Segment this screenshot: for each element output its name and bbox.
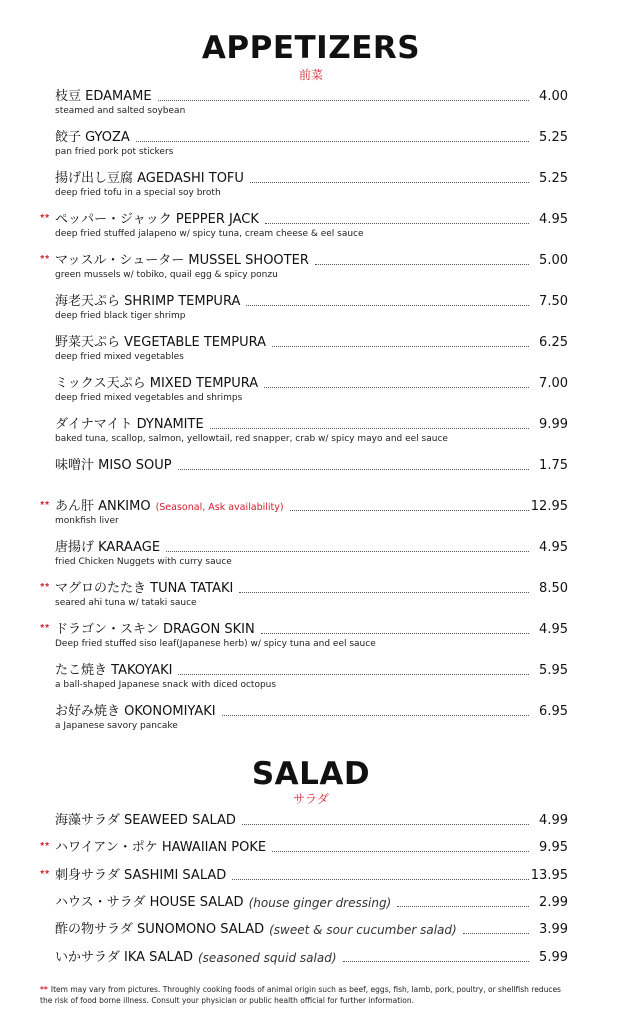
item-name: 唐揚げ KARAAGE [55,540,161,555]
dot-leader [272,346,529,347]
dot-leader [222,715,529,716]
item-price: 4.95 [539,212,568,227]
item-name: 海老天ぷら SHRIMP TEMPURA [55,294,241,309]
salad-title: SALAD [251,756,371,792]
dot-leader [158,100,529,101]
item-name-line [55,950,532,966]
item-name: ダイナマイト DYNAMITE [55,417,204,432]
dot-leader [232,879,529,880]
item-description: steamed and salted soybean [55,106,186,116]
dot-leader [397,906,529,907]
menu-item [0,335,622,362]
dot-leader [210,428,529,429]
item-price: 4.99 [539,813,568,828]
menu-item-row [0,335,622,351]
item-stars: ** [40,868,50,880]
item-note: (Seasonal, Ask availability) [155,502,284,513]
item-price: 4.95 [539,540,568,555]
menu-item [0,895,622,911]
item-name-line [55,89,532,105]
item-name-line [55,813,532,829]
menu-item-row [0,581,622,597]
item-price: 6.25 [539,335,568,350]
item-name-line [55,622,532,638]
menu-item [0,704,622,731]
menu-item-row [0,868,622,884]
menu-item [0,540,622,567]
item-name: 味噌汁 MISO SOUP [55,458,172,473]
disclaimer [40,984,570,1006]
menu-item-row [0,212,622,228]
item-description: deep fried mixed vegetables and shrimps [55,393,243,403]
item-stars: ** [40,254,50,265]
item-description: deep fried black tiger shrimp [55,311,186,321]
item-name: たこ焼き TAKOYAKI [55,663,173,678]
item-price: 2.99 [539,894,568,910]
disclaimer-text: Item may vary from pictures. Throughly cooking foods of animal origin such as beef, eggs, fish, lamb, pork, poultry, or shellfish reduces the risk of food borne illness. Consult your physician or public health official for further information. [40,985,561,1005]
item-name-line [55,663,532,679]
menu-item [0,922,622,938]
item-name-line [55,253,532,269]
item-name: 餃子 GYOZA [55,130,130,145]
menu-item [0,868,622,884]
menu-item [0,813,622,829]
item-stars: ** [40,213,50,224]
menu-item [0,458,622,474]
item-name-line [55,171,532,187]
item-name: 揚げ出し豆腐 AGEDASHI TOFU [55,171,244,186]
menu-item-row [0,130,622,146]
item-price: 8.50 [539,581,568,596]
menu-item-row [0,540,622,556]
dot-leader [463,933,529,934]
item-price: 4.95 [539,622,568,637]
disclaimer-stars: ** [40,985,48,994]
dot-leader [315,264,529,265]
item-description: a Japanese savory pancake [55,721,178,731]
menu-item-row [0,294,622,310]
item-name: お好み焼き OKONOMIYAKI [55,704,216,719]
item-name-line [55,335,532,351]
dot-leader [239,592,529,593]
item-price: 5.95 [539,663,568,678]
item-name-line [55,499,532,515]
item-stars: ** [40,500,50,511]
item-price: 5.99 [539,949,568,965]
menu-item [0,212,622,239]
item-name: ハウス・サラダ HOUSE SALAD [55,894,244,910]
menu-item-row [0,704,622,720]
appetizers-title: APPETIZERS [201,30,421,66]
item-price: 1.75 [539,458,568,473]
item-description: deep fried stuffed jalapeno w/ spicy tuna, cream cheese & eel sauce [55,229,364,239]
menu-item-row [0,499,622,515]
dot-leader [178,469,529,470]
menu-item-row [0,663,622,679]
appetizers-subtitle: 前菜 [298,68,323,82]
menu-item-row [0,171,622,187]
menu-item [0,840,622,856]
item-price: 5.00 [539,253,568,268]
item-name-line [55,922,532,938]
dot-leader [261,633,529,634]
item-name: ミックス天ぷら MIXED TEMPURA [55,376,259,391]
item-italic-note: (sweet & sour cucumber salad) [269,923,457,938]
menu-item [0,294,622,321]
item-description: fried Chicken Nuggets with curry sauce [55,557,232,567]
item-description: a ball-shaped Japanese snack with diced octopus [55,680,277,690]
menu-item-row [0,895,622,911]
item-name-line [55,376,532,392]
item-name-line [55,212,532,228]
item-name-line [55,581,532,597]
menu-item-row [0,376,622,392]
item-name-line [55,540,532,556]
item-name-line [55,417,532,433]
item-name: ドラゴン・スキン DRAGON SKIN [55,622,255,637]
dot-leader [343,961,529,962]
menu-item-row [0,840,622,856]
item-name: 枝豆 EDAMAME [55,89,152,104]
item-name: ハワイアン・ポケ HAWAIIAN POKE [55,840,267,856]
menu-item-row [0,950,622,966]
dot-leader [250,182,529,183]
dot-leader [264,387,529,388]
menu-item [0,581,622,608]
item-italic-note: (house ginger dressing) [248,895,392,910]
item-name: マッスル・シューター MUSSEL SHOOTER [55,253,309,268]
item-name-line [55,895,532,911]
item-price: 5.25 [539,171,568,186]
salad-subtitle: サラダ [293,792,329,806]
item-price: 7.50 [539,294,568,309]
item-description: deep fried tofu in a special soy broth [55,188,221,198]
dot-leader [265,223,529,224]
item-stars: ** [40,623,50,634]
menu-item [0,663,622,690]
item-description: seared ahi tuna w/ tataki sauce [55,598,197,608]
dot-leader [242,824,529,825]
item-name-line [55,130,532,146]
item-description: green mussels w/ tobiko, quail egg & spicy ponzu [55,270,278,280]
menu-item-row [0,253,622,269]
item-name: 野菜天ぷら VEGETABLE TEMPURA [55,335,266,350]
item-name: 酢の物サラダ SUNOMONO SALAD [55,922,265,938]
menu-item-row [0,813,622,829]
menu-item [0,253,622,280]
item-price: 4.00 [539,89,568,104]
item-price: 6.95 [539,704,568,719]
dot-leader [290,510,529,511]
menu-item [0,499,622,526]
item-price: 12.95 [530,499,568,514]
item-name-line [55,840,532,856]
dot-leader [166,551,529,552]
menu-item-row [0,89,622,105]
menu-item [0,171,622,198]
item-name: マグロのたたき TUNA TATAKI [55,581,234,596]
menu-item-row [0,417,622,433]
menu-item [0,417,622,444]
item-italic-note: (seasoned squid salad) [198,950,337,965]
item-price: 7.00 [539,376,568,391]
item-name: 刺身サラダ SASHIMI SALAD [55,867,227,883]
item-name: ペッパー・ジャック PEPPER JACK [55,212,259,227]
menu-item [0,376,622,403]
item-name-line [55,458,532,474]
menu-item-row [0,458,622,474]
menu-item-row [0,622,622,638]
dot-leader [178,674,529,675]
item-name-line [55,868,532,884]
menu-item [0,130,622,157]
item-price: 9.99 [539,417,568,432]
item-description: monkfish liver [55,516,119,526]
item-price: 13.95 [530,867,568,883]
item-name: あん肝 ANKIMO [55,499,151,514]
dot-leader [136,141,529,142]
menu-item [0,622,622,649]
item-stars: ** [40,841,50,853]
dot-leader [246,305,529,306]
item-price: 9.95 [539,840,568,856]
item-price: 3.99 [539,922,568,938]
menu-item [0,950,622,966]
menu-item [0,89,622,116]
item-name-line [55,704,532,720]
dot-leader [272,851,529,852]
item-stars: ** [40,582,50,593]
item-description: Deep fried stuffed siso leaf(Japanese herb) w/ spicy tuna and eel sauce [55,639,376,649]
item-description: baked tuna, scallop, salmon, yellowtail, red snapper, crab w/ spicy mayo and eel sauce [55,434,448,444]
menu-item-row [0,922,622,938]
item-description: pan fried pork pot stickers [55,147,174,157]
item-name: いかサラダ IKA SALAD [55,949,193,965]
item-name: 海藻サラダ SEAWEED SALAD [55,813,236,828]
item-name-line [55,294,532,310]
item-description: deep fried mixed vegetables [55,352,184,362]
item-price: 5.25 [539,130,568,145]
